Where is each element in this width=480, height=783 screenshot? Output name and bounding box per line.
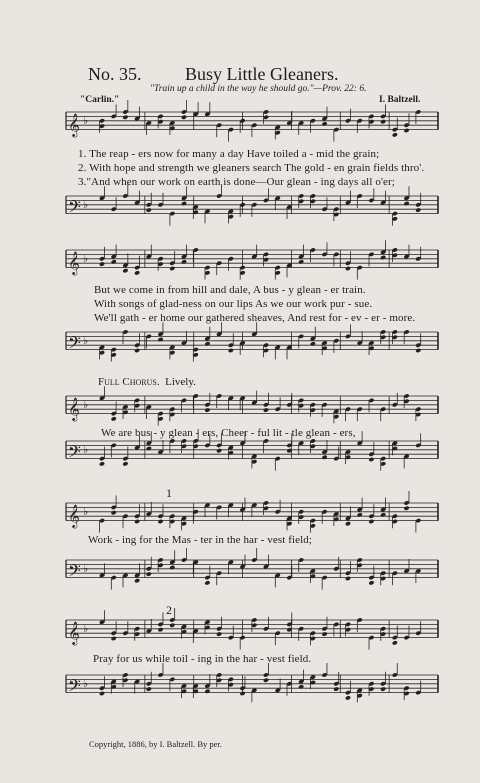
svg-text:♭: ♭ bbox=[83, 197, 89, 211]
composer: I. Baltzell. bbox=[379, 95, 421, 105]
svg-text:𝄞: 𝄞 bbox=[68, 620, 80, 645]
hymn-number: No. 35. bbox=[88, 64, 142, 84]
verse-1-line-1: 1. The reap - ers now for many a day Have toiled a - mid the grain; bbox=[78, 148, 380, 160]
epigraph: "Train up a child in the way he should go."—Prov. 22: 6. bbox=[150, 84, 367, 94]
svg-text:𝄢: 𝄢 bbox=[68, 560, 81, 585]
svg-text:𝄢: 𝄢 bbox=[68, 196, 81, 221]
verse-3-line-1: 3."And when our work on earth is done—Our glean - ing days all o'er; bbox=[78, 176, 395, 188]
svg-text:♭: ♭ bbox=[83, 621, 89, 635]
svg-text:♭: ♭ bbox=[83, 251, 89, 265]
chorus-line-3: Pray for us while toil - ing in the har - vest field. bbox=[93, 653, 312, 665]
svg-text:𝄞: 𝄞 bbox=[68, 396, 80, 421]
svg-text:♭: ♭ bbox=[83, 504, 89, 518]
hymn-title: Busy Little Gleaners. bbox=[185, 64, 339, 84]
svg-text:♭: ♭ bbox=[83, 333, 89, 347]
verse-3-line-2: We'll gath - er home our gathered sheaves, And rest for - ev - er - more. bbox=[94, 312, 416, 324]
svg-text:♭: ♭ bbox=[83, 113, 89, 127]
tune-name: "Carlin." bbox=[80, 95, 120, 105]
svg-text:𝄞: 𝄞 bbox=[68, 503, 80, 528]
first-ending-mark: 1 bbox=[166, 486, 172, 500]
chorus-tempo: Lively. bbox=[165, 376, 196, 388]
svg-text:𝄢: 𝄢 bbox=[68, 441, 81, 466]
verse-1-line-2: But we come in from hill and dale, A bus - y glean - er train. bbox=[94, 284, 366, 296]
chorus-line-2: Work - ing for the Mas - ter in the har - vest field; bbox=[88, 534, 313, 546]
chorus-line-1: We are bus - y glean - ers, Cheer - ful lit - tle glean - ers, bbox=[101, 427, 356, 439]
svg-text:𝄢: 𝄢 bbox=[68, 332, 81, 357]
copyright-notice: Copyright, 1886, by I. Baltzell. By per. bbox=[89, 739, 222, 749]
svg-text:♭: ♭ bbox=[83, 442, 89, 456]
svg-text:𝄢: 𝄢 bbox=[68, 675, 81, 700]
svg-text:♭: ♭ bbox=[83, 561, 89, 575]
verse-2-line-2: With songs of glad-ness on our lips As we our work pur - sue. bbox=[94, 298, 373, 310]
verse-2-line-1: 2. With hope and strength we gleaners search The gold - en grain fields thro'. bbox=[78, 162, 425, 174]
svg-text:𝄞: 𝄞 bbox=[68, 250, 80, 275]
second-ending-mark: 2 bbox=[166, 603, 172, 617]
svg-text:♭: ♭ bbox=[83, 676, 89, 690]
svg-text:♭: ♭ bbox=[83, 397, 89, 411]
chorus-label: Full Chorus. bbox=[98, 376, 160, 388]
svg-text:𝄞: 𝄞 bbox=[68, 112, 80, 137]
